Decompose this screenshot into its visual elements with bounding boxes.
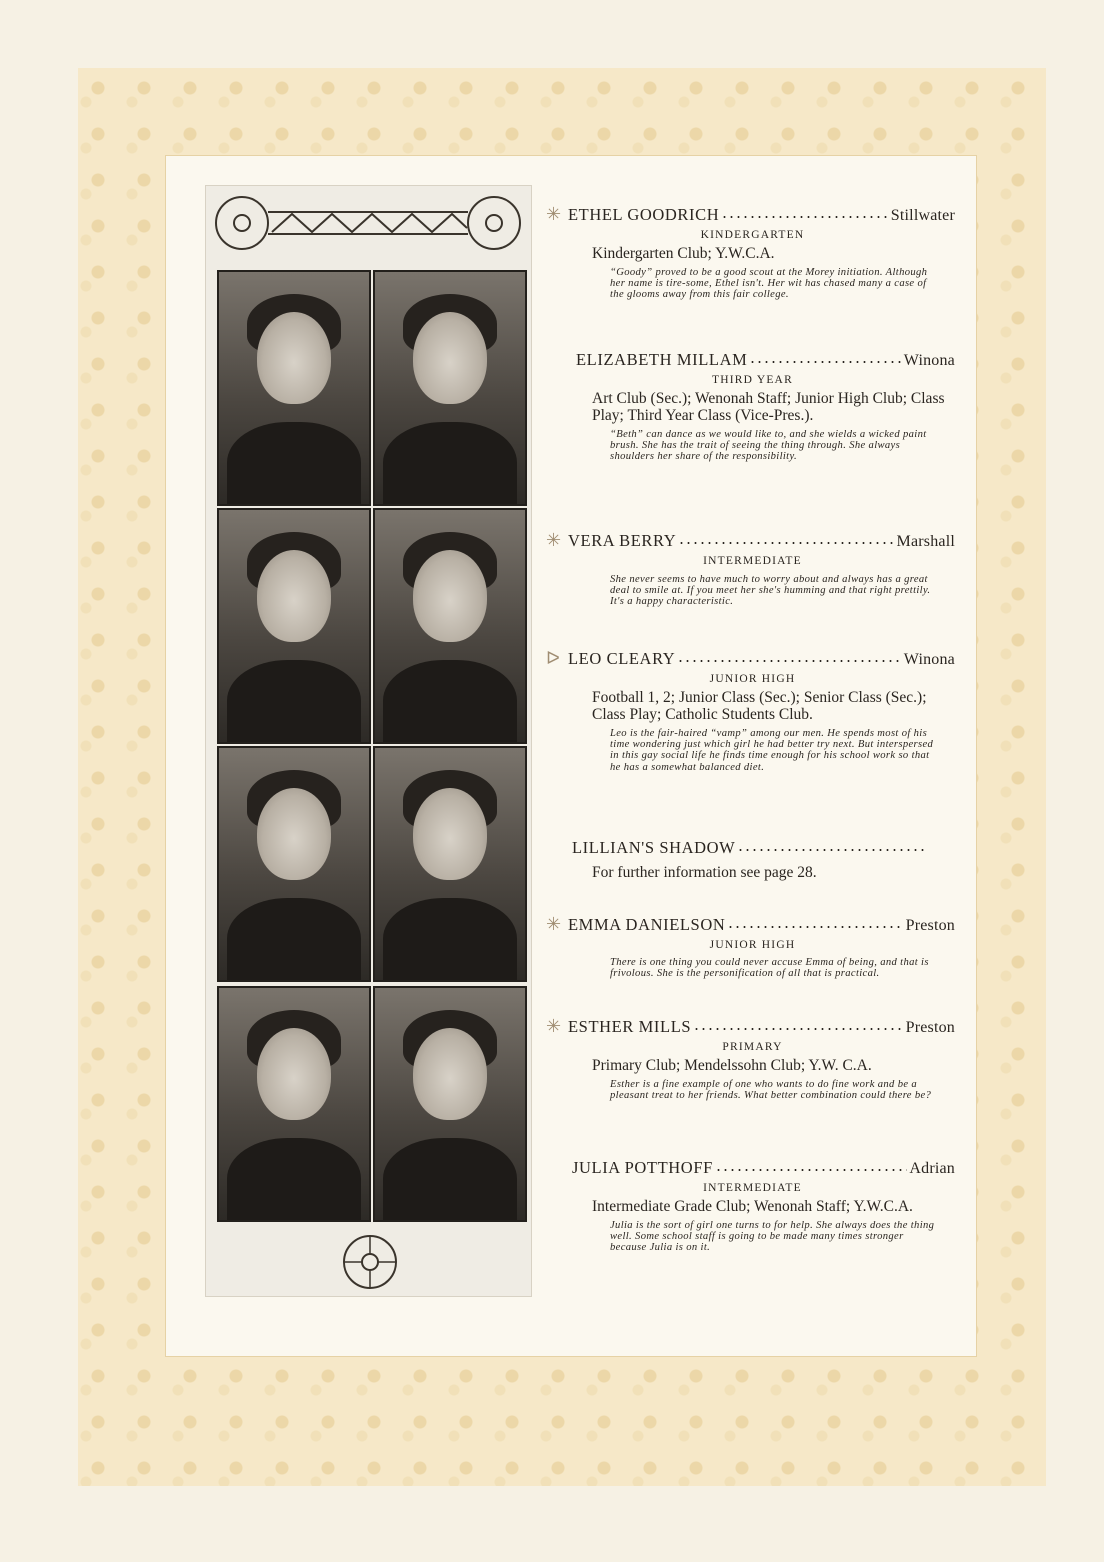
entry-leo-cleary (546, 648, 955, 773)
student-name: ETHEL GOODRICH (568, 205, 720, 224)
hometown: Stillwater (890, 207, 955, 224)
cross-reference: For further information see page 28. (592, 864, 817, 881)
student-name: LEO CLEARY (568, 649, 676, 668)
student-name: VERA BERRY (568, 531, 677, 550)
personal-note: Esther is a fine example of one who wants to do fine work and be a pleasant treat to her friends. What better combination could there be? (610, 1079, 932, 1102)
activities: Intermediate Grade Club; Wenonah Staff; Y.W.C.A. (592, 1198, 913, 1215)
hometown: Winona (903, 352, 955, 369)
student-name: ELIZABETH MILLAM (576, 350, 748, 369)
portrait-photo (373, 746, 527, 982)
course: PRIMARY (722, 1041, 783, 1053)
entry-lillians-shadow (550, 838, 955, 881)
course: KINDERGARTEN (700, 229, 805, 241)
hometown: Adrian (909, 1160, 955, 1177)
student-name: LILLIAN'S SHADOW (572, 838, 736, 857)
entry-julia-potthoff (550, 1158, 955, 1254)
portrait-photo (217, 746, 371, 982)
personal-note: She never seems to have much to worry about and always has a great deal to smile at. If you meet her she's humming and that right prettily. It's a happy characteristic. (610, 574, 931, 608)
bottom-ornament-icon (340, 1232, 400, 1292)
hometown: Marshall (896, 533, 955, 550)
portrait-photo (373, 986, 527, 1222)
course: JUNIOR HIGH (709, 673, 796, 685)
student-name: EMMA DANIELSON (568, 915, 726, 934)
student-name: JULIA POTTHOFF (572, 1158, 713, 1177)
entry-emma-danielson (546, 914, 955, 980)
hometown: Winona (903, 651, 955, 668)
asterisk-mark-icon: ✳ (546, 1016, 562, 1036)
entry-ethel-goodrich (546, 204, 955, 301)
personal-note: Julia is the sort of girl one turns to for help. She always does the thing well. Some school staff is going to be made many times stronger because Julia is on it. (610, 1220, 935, 1254)
entry-esther-mills (546, 1016, 955, 1102)
activities: Football 1, 2; Junior Class (Sec.); Senior Class (Sec.); Class Play; Catholic Students Club. (592, 689, 927, 723)
course: JUNIOR HIGH (709, 939, 796, 951)
personal-note: “Beth” can dance as we would like to, and she wields a wicked paint brush. She has the trait of seeing the thing through. She always shoulders her share of the responsibility. (610, 429, 927, 463)
hometown: Preston (905, 1019, 955, 1036)
portrait-photo (217, 508, 371, 744)
asterisk-mark-icon: ✳ (546, 914, 562, 934)
asterisk-mark-icon: ✳ (546, 204, 562, 224)
portrait-photo (217, 270, 371, 506)
course: INTERMEDIATE (703, 555, 802, 567)
personal-note: Leo is the fair-haired “vamp” among our men. He spends most of his time wondering just which girl he had better try next. But interspersed in this gay social life he finds time enough for his school work so that he has a somewhat balanced diet. (610, 728, 934, 773)
top-ornament-icon (212, 192, 524, 254)
personal-note: There is one thing you could never accuse Emma of being, and that is frivolous. She is the personification of all that is practical. (610, 957, 929, 980)
portrait-photo (373, 270, 527, 506)
portrait-photo (217, 986, 371, 1222)
bracket-mark-icon: ᐅ (546, 648, 561, 668)
activities: Kindergarten Club; Y.W.C.A. (592, 245, 775, 262)
activities: Art Club (Sec.); Wenonah Staff; Junior High Club; Class Play; Third Year Class (Vice-Pres.). (592, 390, 945, 424)
entry-vera-berry (546, 530, 955, 608)
personal-note: “Goody” proved to be a good scout at the Morey initiation. Although her name is tire-some, Ethel isn't. Her wit has chased many a case of the glooms away from this fair college. (610, 267, 928, 301)
course: INTERMEDIATE (703, 1182, 802, 1194)
portrait-photo (373, 508, 527, 744)
hometown: Preston (905, 917, 955, 934)
course: THIRD YEAR (712, 374, 793, 386)
entry-elizabeth-millam (550, 350, 955, 463)
student-name: ESTHER MILLS (568, 1017, 692, 1036)
asterisk-mark-icon: ✳ (546, 530, 562, 550)
activities: Primary Club; Mendelssohn Club; Y.W. C.A. (592, 1057, 872, 1074)
